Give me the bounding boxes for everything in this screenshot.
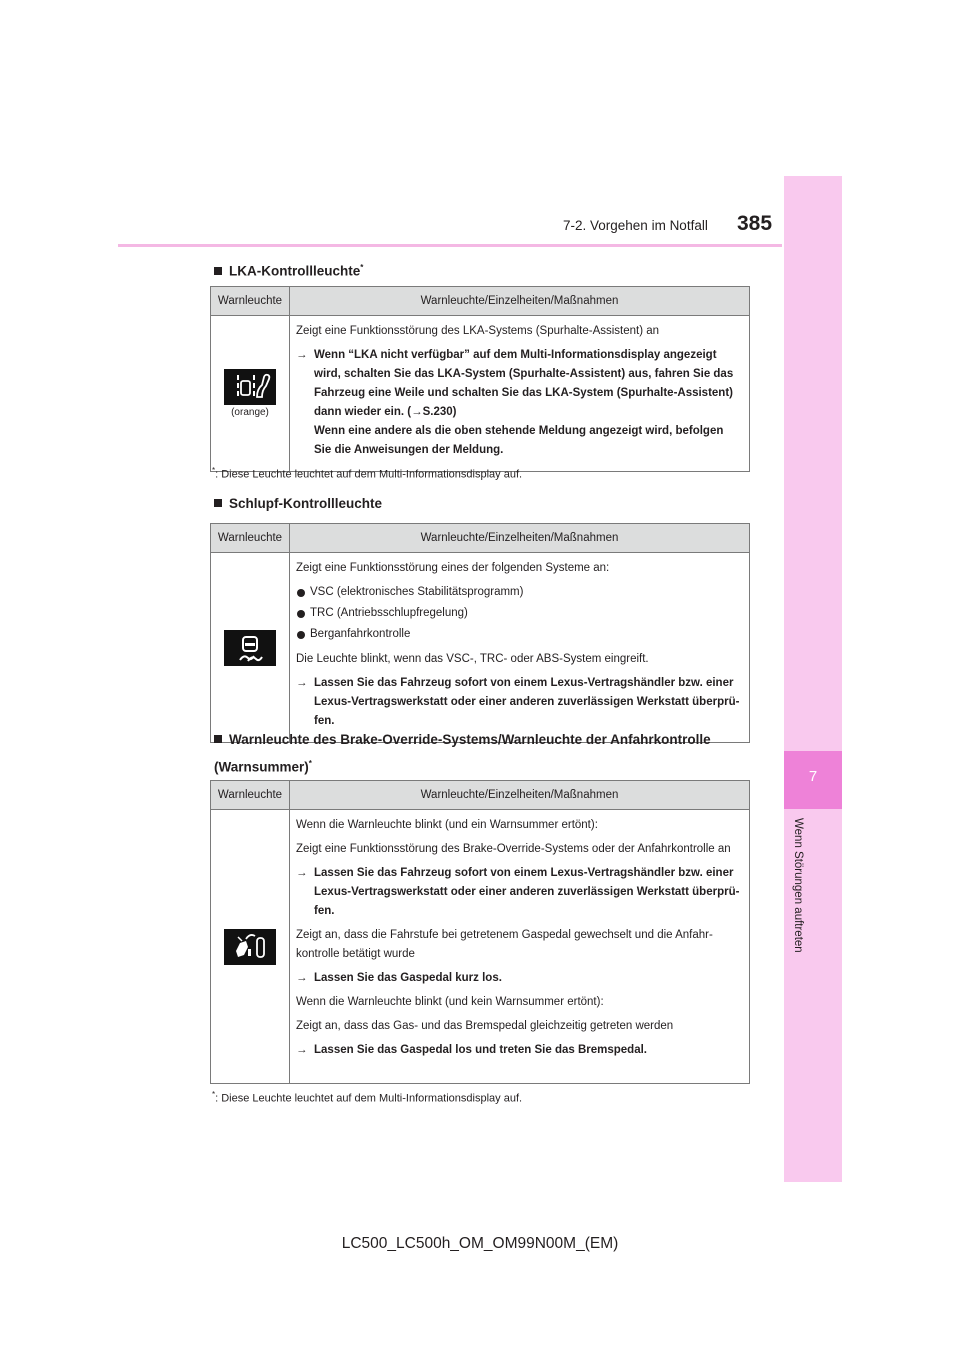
chapter-label <box>788 818 818 1058</box>
lane-keep-assist-icon <box>224 369 276 405</box>
icon-caption: (orange) <box>231 407 269 418</box>
heading-square-icon <box>214 267 222 275</box>
brake-override-icon <box>224 929 276 965</box>
heading-square-icon <box>214 499 222 507</box>
chapter-number: 7 <box>808 768 818 785</box>
list-item <box>296 604 743 623</box>
lka-table <box>210 286 750 472</box>
section-heading-lka <box>214 256 363 284</box>
action-extra-text: Wenn eine andere als die oben stehende Meldung angezeigt wird, befolgen Sie die Anweisungen der Meldung. <box>314 425 724 456</box>
slip-indicator-icon <box>224 630 276 666</box>
icon-cell <box>211 316 290 472</box>
footnote-text: : Diese Leuchte leuchtet auf dem Multi-Informationsdisplay auf. <box>215 468 523 481</box>
action-text: Lassen Sie das Fahrzeug sofort von einem Lexus-Vertragshändler bzw. einer Lexus-Vertragswerkstatt oder einer anderen zuverlässigen Werkstatt überprü-fen. <box>314 677 740 727</box>
col-header-light: Warnleuchte <box>211 524 290 553</box>
col-header-details: Warnleuchte/Einzelheiten/Maßnahmen <box>290 287 750 316</box>
details-cell <box>290 316 750 472</box>
heading-text: Schlupf-Kontrollleuchte <box>229 496 382 511</box>
description-text: Zeigt an, dass die Fahrstufe bei getretenem Gaspedal gewechselt und die Anfahr-kontrolle betätigt wurde <box>296 929 713 960</box>
bullet-icon <box>297 610 305 618</box>
brake-override-table <box>210 780 750 1084</box>
footnote-brake-override <box>212 1090 522 1105</box>
action-text: Wenn “LKA nicht verfügbar” auf dem Multi-Informationsdisplay angezeigt wird, schalten Sie das LKA-System (Spurhalte-Assistent) aus, fahren Sie das Fahrzeug eine Weile und schalten Sie das LKA-System (Spurhalte-Assistent) dann wieder ein. (→S.230) <box>314 349 734 418</box>
arrow-icon: → <box>296 972 308 984</box>
action-item <box>296 674 743 731</box>
details-cell <box>290 810 750 1084</box>
description-text: Zeigt an, dass das Gas- und das Bremspedal gleichzeitig getreten werden <box>296 1020 674 1032</box>
action-item <box>296 864 743 921</box>
action-text: Lassen Sie das Fahrzeug sofort von einem Lexus-Vertragshändler bzw. einer Lexus-Vertragswerkstatt oder einer anderen zuverlässigen Werkstatt überprü-fen. <box>314 867 740 917</box>
description-text: Zeigt eine Funktionsstörung eines der folgenden Systeme an: <box>296 562 610 574</box>
description-text: Zeigt eine Funktionsstörung des Brake-Override-Systems oder der Anfahrkontrolle an <box>296 843 731 855</box>
col-header-details: Warnleuchte/Einzelheiten/Maßnahmen <box>290 524 750 553</box>
heading-text: LKA-Kontrollleuchte <box>229 263 361 279</box>
col-header-light: Warnleuchte <box>211 781 290 810</box>
description-text: Wenn die Warnleuchte blinkt (und kein Warnsummer ertönt): <box>296 996 604 1008</box>
footnote-mark: * <box>360 263 364 272</box>
action-item <box>296 1041 743 1060</box>
section-heading-brake-override <box>214 728 734 780</box>
col-header-details: Warnleuchte/Einzelheiten/Maßnahmen <box>290 781 750 810</box>
action-item <box>296 969 743 988</box>
footnote-mark: * <box>212 466 216 475</box>
arrow-icon: → <box>296 677 308 689</box>
list-item <box>296 583 743 602</box>
footnote-lka <box>212 466 522 481</box>
arrow-icon: → <box>296 1044 308 1056</box>
action-text: Lassen Sie das Gaspedal los und treten Sie das Bremspedal. <box>314 1044 647 1056</box>
arrow-icon: → <box>296 867 308 879</box>
action-item <box>296 346 743 460</box>
arrow-icon: → <box>296 349 308 361</box>
footnote-mark: * <box>308 759 312 768</box>
heading-square-icon <box>214 735 222 743</box>
header-divider <box>118 244 782 247</box>
action-text: Lassen Sie das Gaspedal kurz los. <box>314 972 502 984</box>
document-code: LC500_LC500h_OM_OM99N00M_(EM) <box>341 1235 619 1252</box>
description-text: Zeigt eine Funktionsstörung des LKA-Systems (Spurhalte-Assistent) an <box>296 325 660 337</box>
list-item-text: VSC (elektronisches Stabilitätsprogramm) <box>310 586 524 598</box>
description-text: Die Leuchte blinkt, wenn das VSC-, TRC- oder ABS-System eingreift. <box>296 653 649 665</box>
slip-table <box>210 523 750 743</box>
bullet-icon <box>297 589 305 597</box>
description-text: Wenn die Warnleuchte blinkt (und ein Warnsummer ertönt): <box>296 819 598 831</box>
footnote-mark: * <box>212 1090 216 1099</box>
heading-text: Warnleuchte des Brake-Override-Systems/Warnleuchte der Anfahrkontrolle (Warnsummer) <box>214 732 711 775</box>
bullet-icon <box>297 631 305 639</box>
section-title: 7-2. Vorgehen im Notfall <box>563 218 708 233</box>
icon-cell <box>211 810 290 1084</box>
list-item <box>296 625 743 644</box>
section-heading-slip <box>214 492 382 516</box>
page-number: 385 <box>737 212 773 235</box>
list-item-text: TRC (Antriebsschlupfregelung) <box>310 607 468 619</box>
col-header-light: Warnleuchte <box>211 287 290 316</box>
chapter-label-text: Wenn Störungen auftreten <box>792 818 804 953</box>
icon-cell <box>211 553 290 743</box>
footnote-text: : Diese Leuchte leuchtet auf dem Multi-Informationsdisplay auf. <box>215 1092 523 1105</box>
list-item-text: Berganfahrkontrolle <box>310 628 411 640</box>
details-cell <box>290 553 750 743</box>
